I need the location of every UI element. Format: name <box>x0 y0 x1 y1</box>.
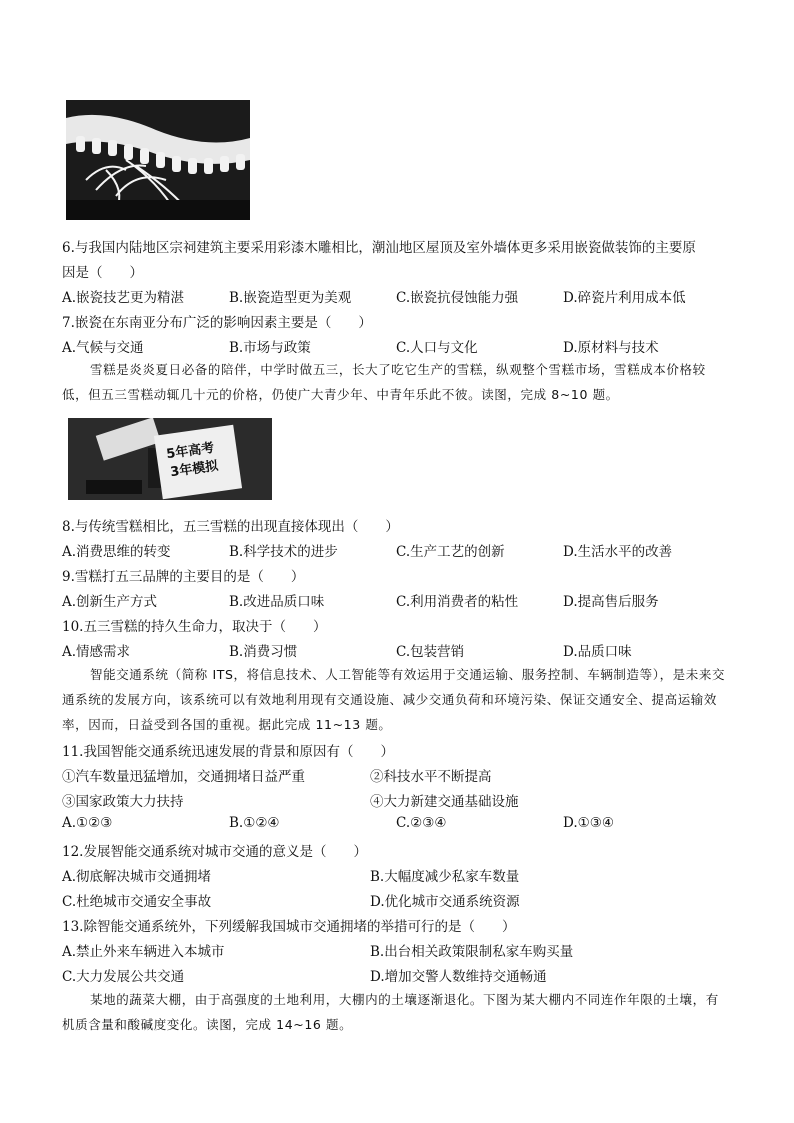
ice-cream-package-photo <box>68 418 272 500</box>
q8-option-d[interactable]: D.生活水平的改善 <box>563 544 673 560</box>
q7-option-b[interactable]: B.市场与政策 <box>229 340 311 356</box>
q9-option-c[interactable]: C.利用消费者的粘性 <box>396 594 519 610</box>
q8-option-c[interactable]: C.生产工艺的创新 <box>396 544 505 560</box>
q11-item-3: ③国家政策大力扶持 <box>62 794 184 810</box>
q6-option-a[interactable]: A.嵌瓷技艺更为精湛 <box>62 290 185 306</box>
q7-stem: 7.嵌瓷在东南亚分布广泛的影响因素主要是（ ） <box>62 315 372 331</box>
q11-items-row2 <box>62 790 730 810</box>
q13-options-row1 <box>62 940 730 960</box>
q13-options-row2 <box>62 965 730 985</box>
q12-stem: 12.发展智能交通系统对城市交通的意义是（ ） <box>62 844 367 860</box>
q11-item-4: ④大力新建交通基础设施 <box>370 794 519 810</box>
q6-option-d[interactable]: D.碎瓷片利用成本低 <box>563 290 686 306</box>
q6-option-b[interactable]: B.嵌瓷造型更为美观 <box>229 290 352 306</box>
q13-option-d[interactable]: D.增加交警人数维持交通畅通 <box>370 969 547 985</box>
q11-item-2: ②科技水平不断提高 <box>370 769 492 785</box>
q9-option-a[interactable]: A.创新生产方式 <box>62 594 158 610</box>
q13-option-a[interactable]: A.禁止外来车辆进入本城市 <box>62 944 225 960</box>
q9-options <box>62 590 730 610</box>
q7-option-d[interactable]: D.原材料与技术 <box>563 340 659 356</box>
q9-stem: 9.雪糕打五三品牌的主要目的是（ ） <box>62 569 305 585</box>
q10-options <box>62 640 730 660</box>
passage-ice-cream: 雪糕是炎炎夏日必备的陪伴，中学时做五三，长大了吃它生产的雪糕，纵观整个雪糕市场，雪糕成本价格较低，但五三雪糕动辄几十元的价格，仍使广大青少年、中青年乐此不彼。读图，完成 8~10 题。 <box>62 362 706 402</box>
q6-stem-line1: 6.与我国内陆地区宗祠建筑主要采用彩漆木雕相比，潮汕地区屋顶及室外墙体更多采用嵌瓷做装饰的主要原 <box>62 240 696 256</box>
q8-stem: 8.与传统雪糕相比，五三雪糕的出现直接体现出（ ） <box>62 519 399 535</box>
q7-option-c[interactable]: C.人口与文化 <box>396 340 478 356</box>
q11-option-d[interactable]: D.①③④ <box>563 815 614 831</box>
q11-item-1: ①汽车数量迅猛增加，交通拥堵日益严重 <box>62 769 305 785</box>
q12-option-a[interactable]: A.彻底解决城市交通拥堵 <box>62 869 212 885</box>
q12-options-row1 <box>62 865 730 885</box>
q8-option-a[interactable]: A.消费思维的转变 <box>62 544 171 560</box>
q6-stem-line2: 因是（ ） <box>62 265 143 281</box>
q10-option-d[interactable]: D.品质口味 <box>563 644 632 660</box>
q12-option-b[interactable]: B.大幅度减少私家车数量 <box>370 869 520 885</box>
ice-cream-brand-line1: 5年高考 <box>165 440 216 463</box>
q11-options <box>62 815 730 831</box>
q8-option-b[interactable]: B.科学技术的进步 <box>229 544 338 560</box>
inlaid-porcelain-roof-photo <box>66 100 250 220</box>
q11-items-row1 <box>62 765 730 785</box>
q11-stem: 11.我国智能交通系统迅速发展的背景和原因有（ ） <box>62 744 394 760</box>
q11-option-a[interactable]: A.①②③ <box>62 815 113 831</box>
q7-options <box>62 336 730 356</box>
q12-options-row2 <box>62 890 730 910</box>
q13-option-b[interactable]: B.出台相关政策限制私家车购买量 <box>370 944 574 960</box>
q12-option-d[interactable]: D.优化城市交通系统资源 <box>370 894 520 910</box>
q11-option-b[interactable]: B.①②④ <box>229 815 280 831</box>
q10-option-a[interactable]: A.情感需求 <box>62 644 131 660</box>
passage-greenhouse-soil: 某地的蔬菜大棚，由于高强度的土地利用，大棚内的土壤逐渐退化。下图为某大棚内不同连作年限的土壤，有机质含量和酸碱度变化。读图，完成 14~16 题。 <box>62 992 719 1032</box>
q9-option-b[interactable]: B.改进品质口味 <box>229 594 325 610</box>
q10-option-b[interactable]: B.消费习惯 <box>229 644 298 660</box>
q12-option-c[interactable]: C.杜绝城市交通安全事故 <box>62 894 212 910</box>
q13-stem: 13.除智能交通系统外，下列缓解我国城市交通拥堵的举措可行的是（ ） <box>62 919 516 935</box>
ice-cream-brand-line2: 3年模拟 <box>169 458 220 481</box>
q11-option-c[interactable]: C.②③④ <box>396 815 447 831</box>
q8-options <box>62 540 730 560</box>
q9-option-d[interactable]: D.提高售后服务 <box>563 594 659 610</box>
roof-illustration <box>66 100 250 220</box>
q10-stem: 10.五三雪糕的持久生命力，取决于（ ） <box>62 619 327 635</box>
q6-options <box>62 286 730 306</box>
q6-option-c[interactable]: C.嵌瓷抗侵蚀能力强 <box>396 290 519 306</box>
passage-intelligent-traffic: 智能交通系统（简称 ITS，将信息技术、人工智能等有效运用于交通运输、服务控制、车辆制造等），是未来交通系统的发展方向，该系统可以有效地利用现有交通设施、减少交通负荷和环境污染、保证交通安全、提高运输效率，因而，日益受到各国的重视。据此完成 11~13 题。 <box>62 667 726 732</box>
q7-option-a[interactable]: A.气候与交通 <box>62 340 144 356</box>
q13-option-c[interactable]: C.大力发展公共交通 <box>62 969 185 985</box>
q10-option-c[interactable]: C.包装营销 <box>396 644 465 660</box>
